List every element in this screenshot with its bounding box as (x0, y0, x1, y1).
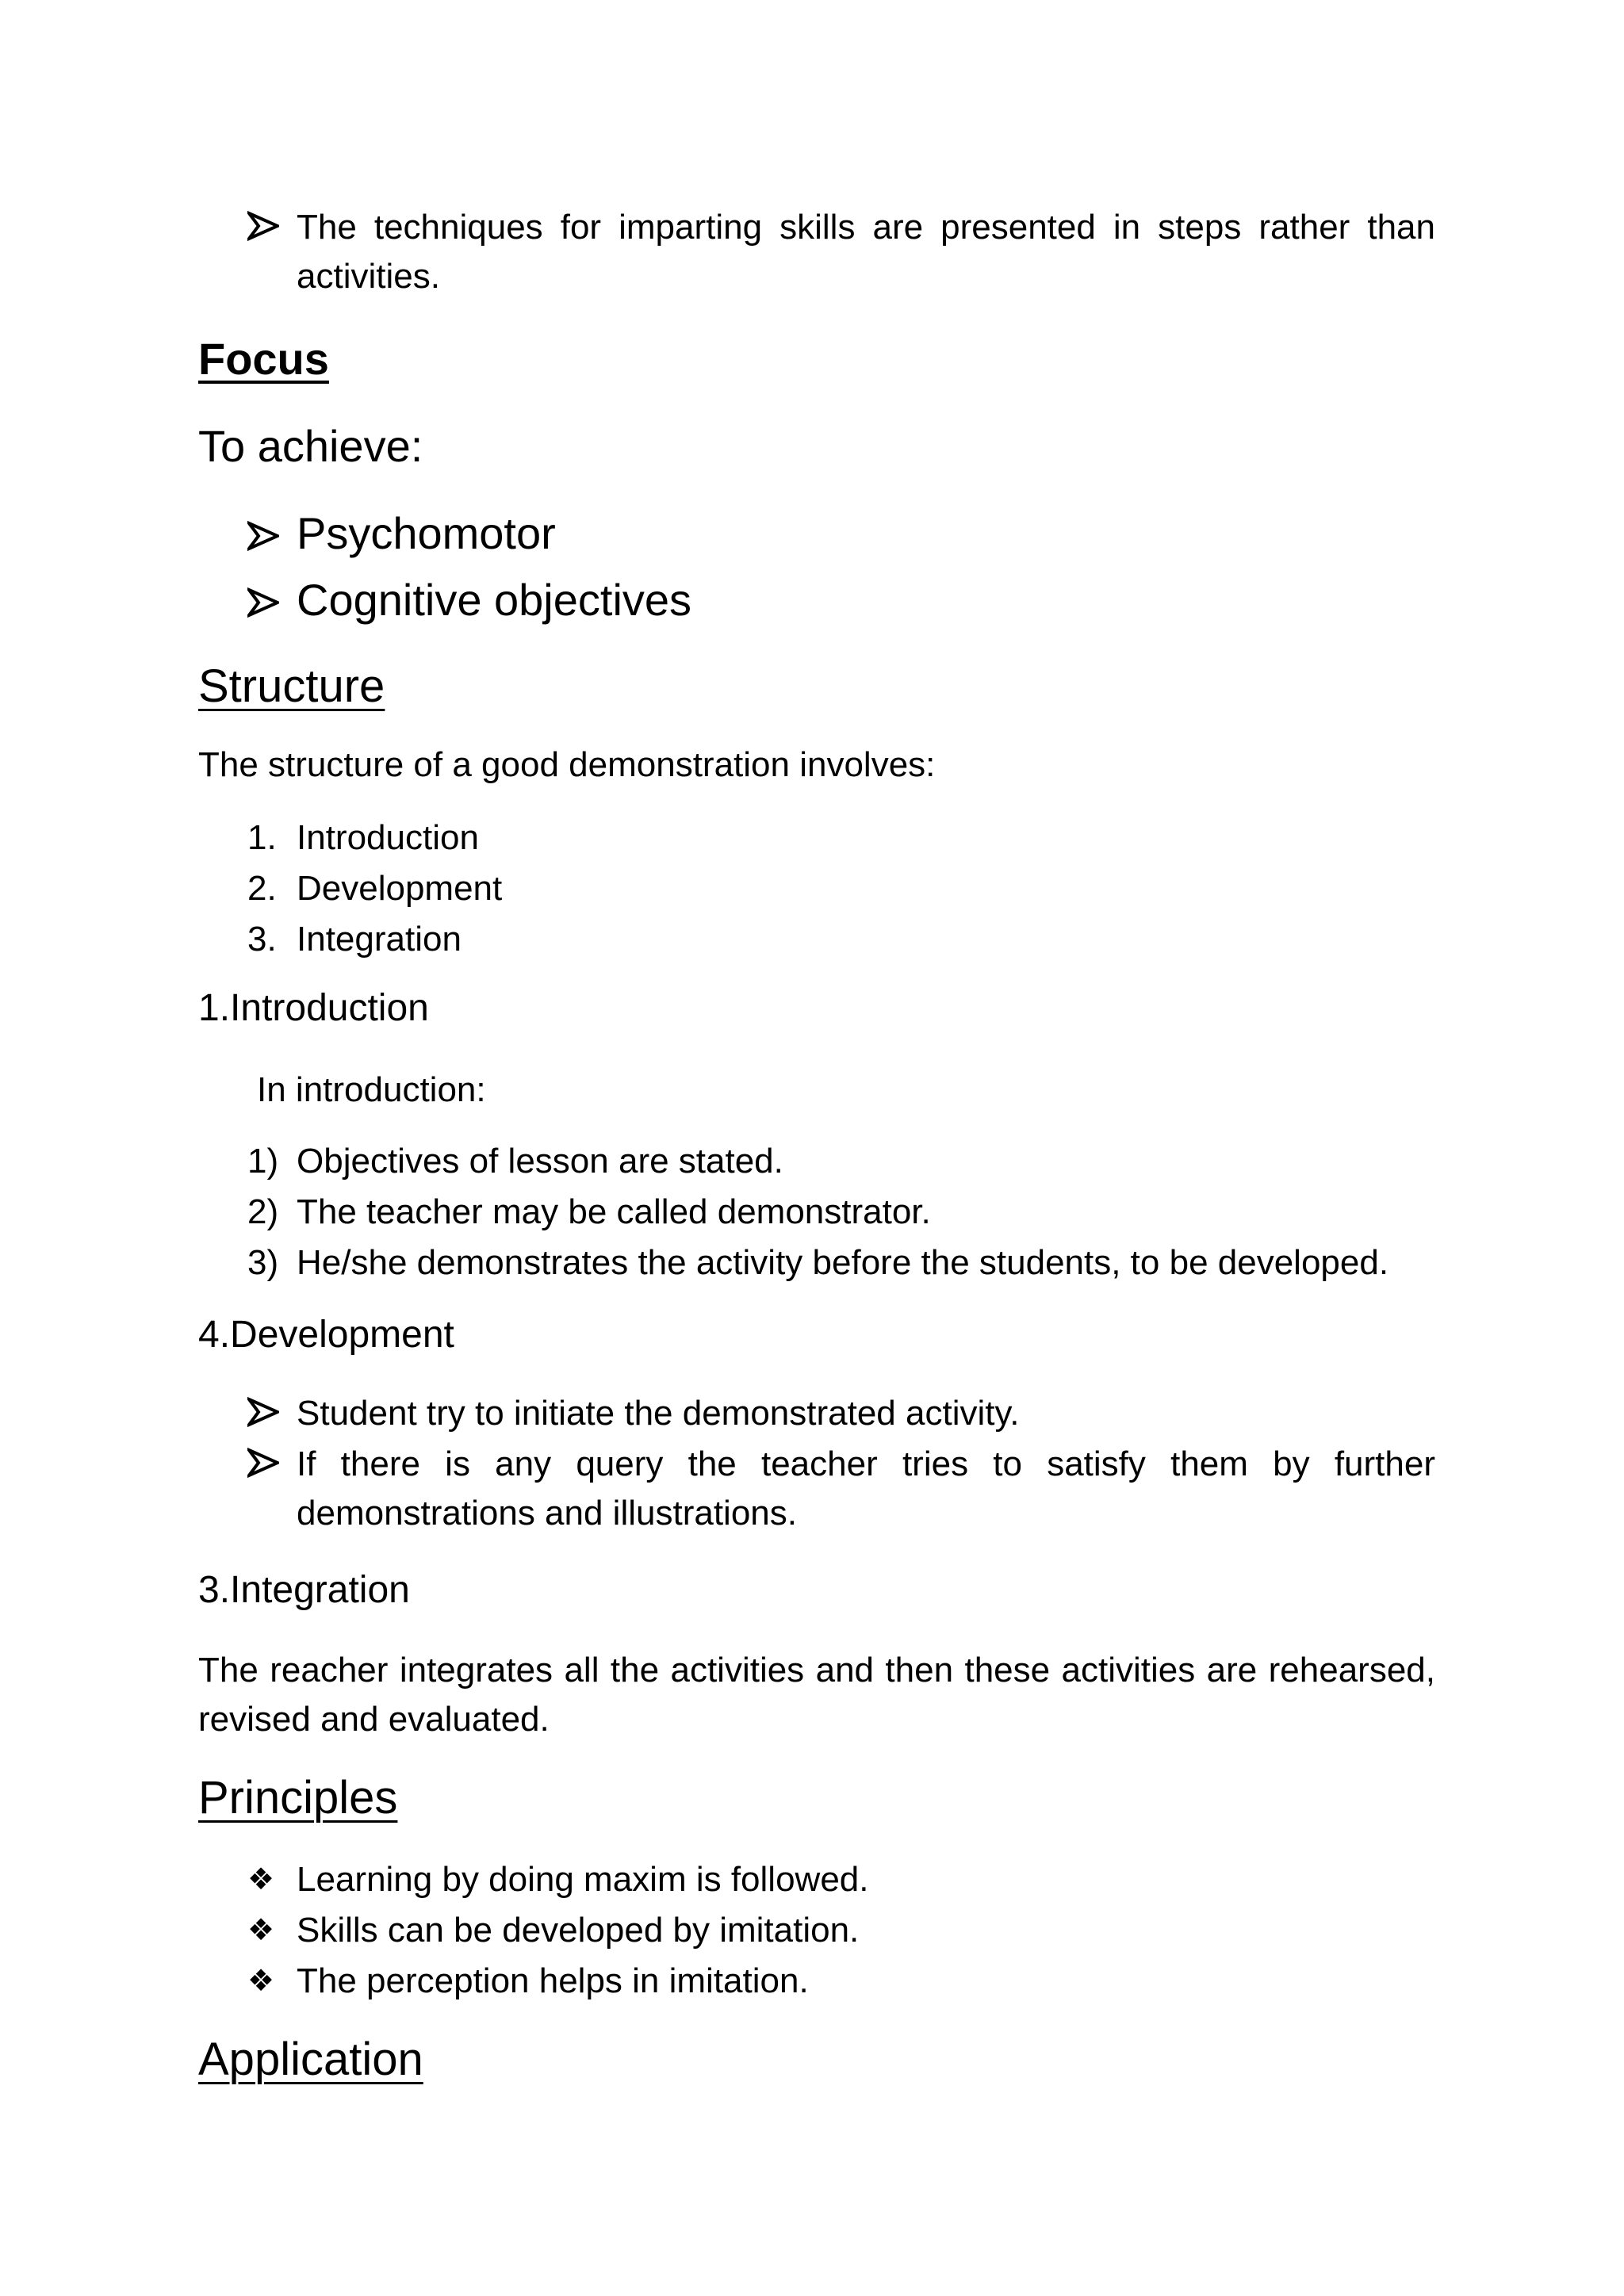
focus-lead: To achieve: (198, 421, 423, 471)
list-item (247, 1137, 1435, 1186)
list-number: 1) (247, 1142, 279, 1181)
list-item (247, 507, 1435, 559)
structure-heading: Structure (198, 660, 385, 712)
principles-heading: Principles (198, 1772, 398, 1823)
structure-lead: The structure of a good demonstration involves: (198, 745, 936, 784)
arrow-bullet-icon (247, 203, 297, 301)
bullet-text: The techniques for imparting skills are presented in steps rather than activities. (297, 208, 1435, 296)
list-item (247, 1238, 1435, 1288)
list-item (247, 1188, 1435, 1237)
bullet-text: The perception helps in imitation. (297, 1961, 809, 2000)
list-item (247, 1957, 1435, 2006)
list-number: 1. (247, 818, 277, 857)
list-item (247, 915, 1435, 964)
list-number: 3. (247, 920, 277, 959)
list-item (247, 813, 1435, 863)
arrow-bullet-icon (247, 1389, 297, 1438)
list-item (247, 1389, 1435, 1438)
arrow-bullet-icon (247, 1440, 297, 1538)
list-item (247, 1906, 1435, 1955)
list-text: He/she demonstrates the activity before the students, to be developed. (297, 1243, 1389, 1282)
focus-heading: Focus (198, 334, 329, 384)
bullet-text: Skills can be developed by imitation. (297, 1911, 860, 1950)
four-diamond-bullet-icon: ❖ (247, 1863, 275, 1896)
four-diamond-bullet-icon: ❖ (247, 1914, 275, 1947)
list-text: Objectives of lesson are stated. (297, 1142, 783, 1181)
arrow-bullet-icon (247, 574, 297, 626)
list-text: Integration (297, 920, 462, 959)
introduction-heading: 1.Introduction (198, 987, 429, 1029)
bullet-text: Student try to initiate the demonstrated activity. (297, 1394, 1020, 1433)
introduction-lead: In introduction: (257, 1070, 486, 1109)
list-item (247, 1440, 1435, 1538)
development-heading: 4.Development (198, 1314, 454, 1356)
list-item (247, 574, 1435, 626)
list-number: 2. (247, 869, 277, 908)
list-item (247, 1855, 1435, 1904)
bullet-text: Learning by doing maxim is followed. (297, 1860, 869, 1899)
list-item (247, 203, 1435, 301)
application-heading: Application (198, 2034, 423, 2085)
bullet-text: Cognitive objectives (297, 575, 692, 625)
integration-heading: 3.Integration (198, 1569, 410, 1611)
integration-text: The reacher integrates all the activities and then these activities are rehearsed, revised and evaluated. (198, 1651, 1435, 1739)
list-item (247, 864, 1435, 913)
bullet-text: If there is any query the teacher tries to satisfy them by further demonstrations and illustrations. (297, 1445, 1435, 1533)
list-text: Development (297, 869, 503, 908)
list-text: Introduction (297, 818, 479, 857)
bullet-text: Psychomotor (297, 508, 556, 558)
list-number: 3) (247, 1243, 279, 1282)
four-diamond-bullet-icon: ❖ (247, 1965, 275, 1998)
arrow-bullet-icon (247, 507, 297, 559)
list-text: The teacher may be called demonstrator. (297, 1192, 931, 1231)
list-number: 2) (247, 1192, 279, 1231)
